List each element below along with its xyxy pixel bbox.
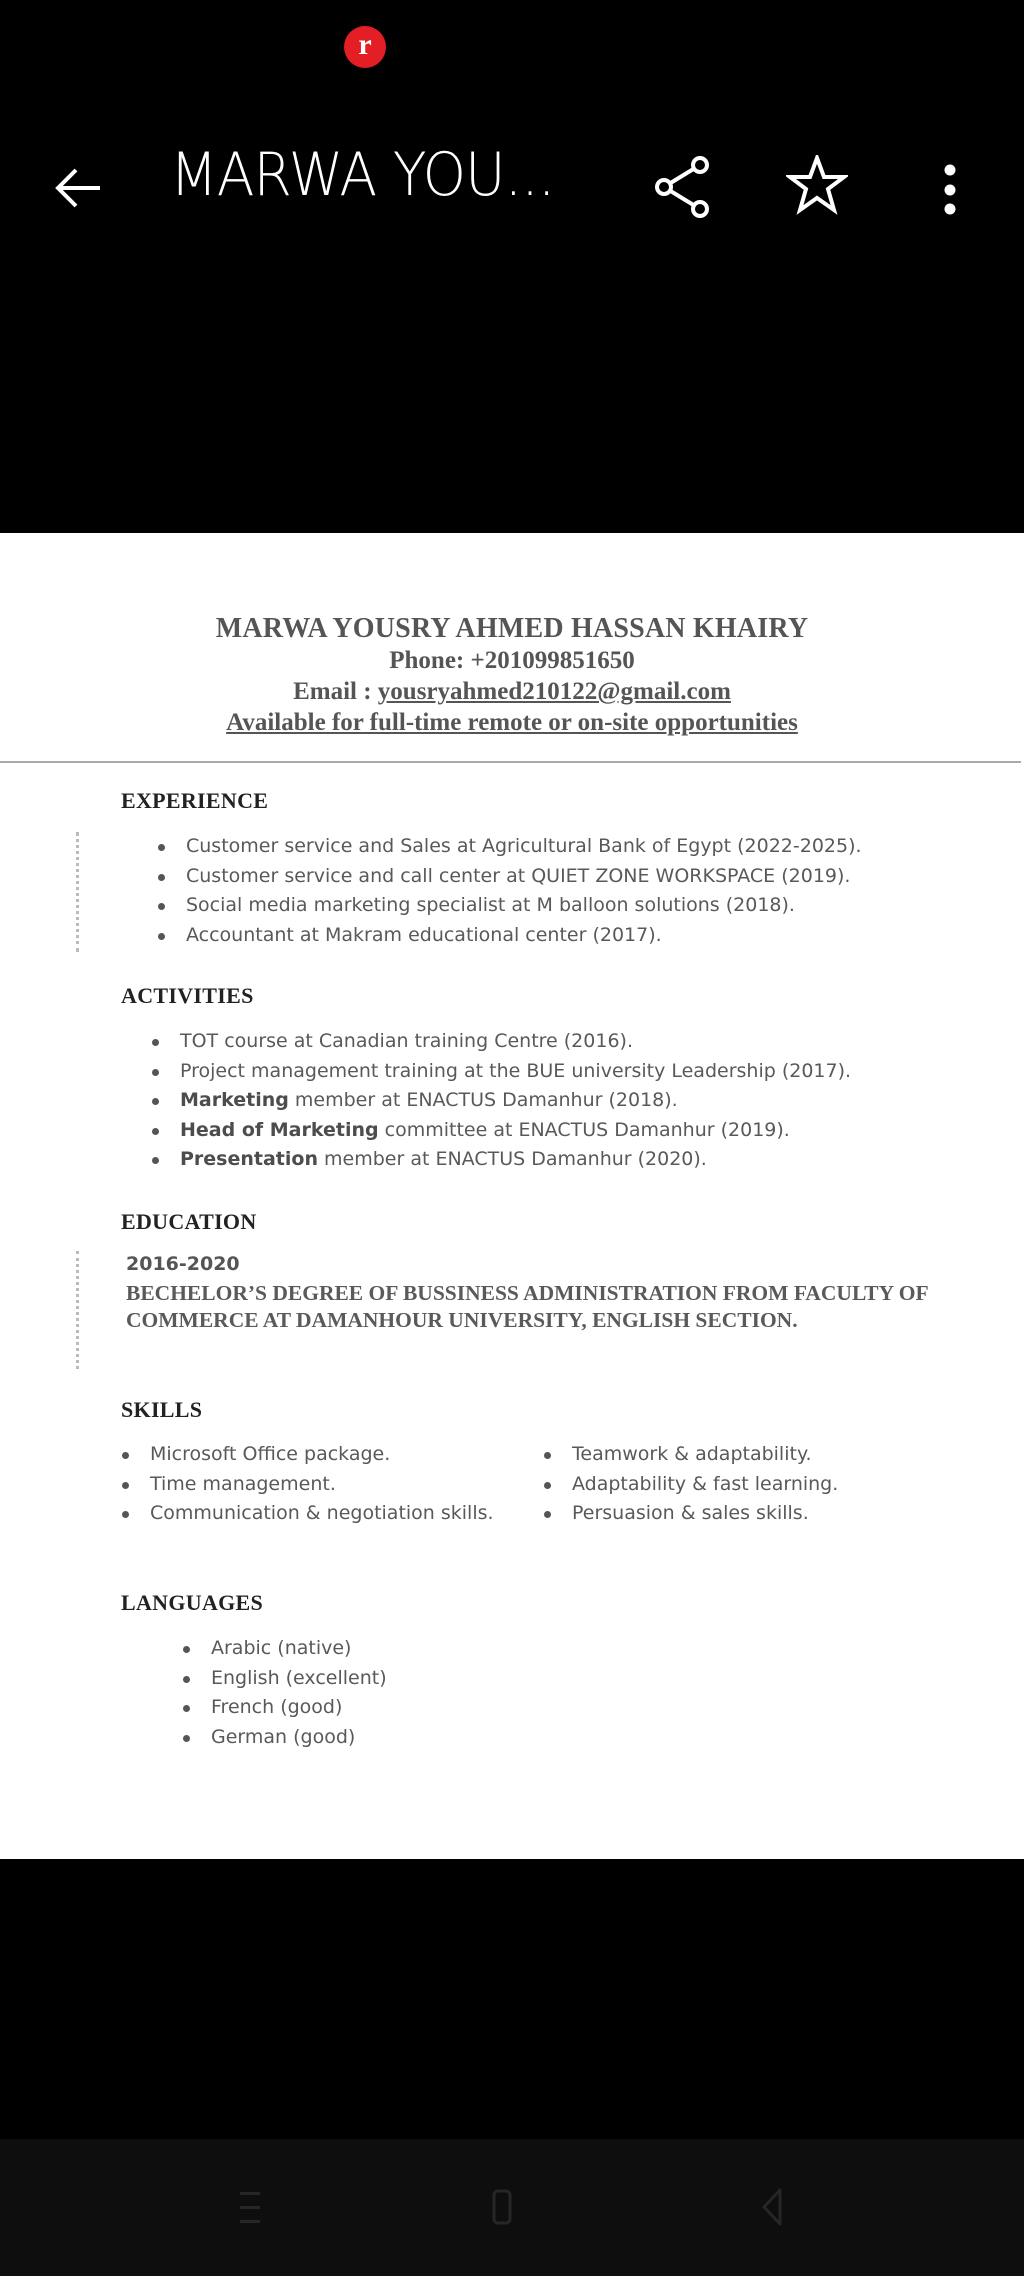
top-app-bar xyxy=(0,130,1024,240)
languages-heading: LANGUAGES xyxy=(121,1590,264,1615)
list-item: Communication & negotiation skills. xyxy=(150,1499,494,1529)
list-item: Adaptability & fast learning. xyxy=(572,1470,838,1500)
list-item: English (excellent) xyxy=(211,1664,387,1694)
candidate-name: MARWA YOUSRY AHMED HASSAN KHAIRY xyxy=(215,613,809,644)
skills-heading: SKILLS xyxy=(121,1397,203,1422)
home-icon[interactable] xyxy=(481,2179,541,2239)
item-text: member at ENACTUS Damanhur (2018). xyxy=(288,1089,678,1112)
list-item: French (good) xyxy=(211,1693,387,1723)
email-link[interactable]: yousryahmed210122@gmail.com xyxy=(377,678,731,705)
list-item xyxy=(180,1027,851,1057)
item-text: committee at ENACTUS Damanhur (2019). xyxy=(378,1118,790,1141)
item-text: TOT course at Canadian training Centre (2016). xyxy=(180,1030,633,1052)
more-vert-icon[interactable] xyxy=(935,160,965,220)
education-heading: EDUCATION xyxy=(121,1209,257,1234)
header-divider xyxy=(0,761,1021,763)
star-icon[interactable] xyxy=(786,155,848,215)
list-item xyxy=(180,1057,851,1087)
item-text: Project management training at the BUE university Leadership (2017). xyxy=(180,1059,852,1082)
list-item: Customer service and call center at QUIET ZONE WORKSPACE (2019). xyxy=(186,862,862,892)
list-item: Accountant at Makram educational center (2017). xyxy=(186,921,862,951)
list-item: Customer service and Sales at Agricultural Bank of Egypt (2022-2025). xyxy=(186,832,862,862)
system-nav-bar xyxy=(0,2139,1024,2276)
activities-heading: ACTIVITIES xyxy=(121,983,254,1008)
activities-list xyxy=(180,1027,851,1175)
document-title: MARWA YOU... xyxy=(170,140,555,210)
experience-dotted-border xyxy=(76,832,79,952)
item-bold: Marketing xyxy=(180,1089,289,1112)
list-item xyxy=(180,1086,851,1116)
list-item: Persuasion & sales skills. xyxy=(572,1499,838,1529)
app-logo xyxy=(344,26,386,68)
phone-line: Phone: +201099851650 xyxy=(389,647,635,674)
item-text: member at ENACTUS Damanhur (2020). xyxy=(317,1148,707,1171)
list-item: Teamwork & adaptability. xyxy=(572,1440,838,1470)
app-logo-letter: r xyxy=(358,28,372,61)
email-label: Email : xyxy=(293,678,378,705)
item-bold: Head of Marketing xyxy=(180,1118,379,1141)
recent-apps-icon[interactable] xyxy=(226,2179,286,2239)
list-item: Time management. xyxy=(150,1470,494,1500)
resume-page xyxy=(0,533,1024,1859)
skills-list-left xyxy=(150,1440,494,1529)
skills-list-right xyxy=(572,1440,838,1529)
resume-header xyxy=(0,613,1024,738)
availability-line: Available for full-time remote or on-site opportunities xyxy=(226,709,798,736)
experience-list xyxy=(186,832,862,950)
education-degree: BECHELOR’S DEGREE OF BUSSINESS ADMINISTRATION FROM FACULTY OF COMMERCE AT DAMANHOUR UNIVERSITY, ENGLISH SECTION. xyxy=(126,1281,928,1332)
education-dotted-border xyxy=(76,1251,79,1369)
list-item: German (good) xyxy=(211,1723,387,1753)
education-years: 2016-2020 xyxy=(126,1253,240,1275)
share-icon[interactable] xyxy=(652,155,714,220)
back-icon[interactable] xyxy=(736,2179,796,2239)
list-item: Social media marketing specialist at M balloon solutions (2018). xyxy=(186,891,862,921)
list-item xyxy=(180,1116,851,1146)
list-item: Microsoft Office package. xyxy=(150,1440,494,1470)
list-item xyxy=(180,1145,851,1175)
experience-heading: EXPERIENCE xyxy=(121,788,269,813)
email-line xyxy=(0,676,1024,707)
back-arrow-icon[interactable] xyxy=(50,158,110,218)
languages-list xyxy=(211,1634,387,1752)
item-bold: Presentation xyxy=(180,1148,318,1171)
list-item: Arabic (native) xyxy=(211,1634,387,1664)
